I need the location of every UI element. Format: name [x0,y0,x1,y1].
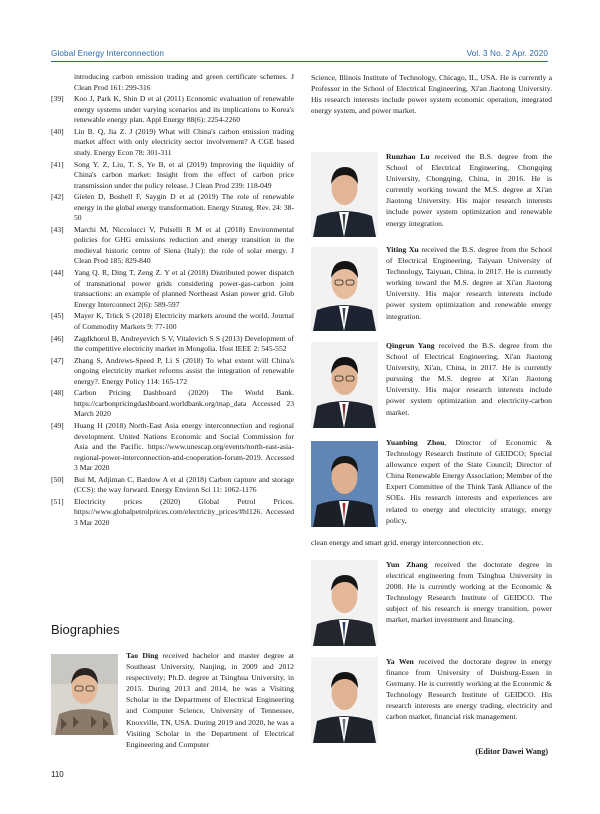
reference-item [51,334,294,355]
yiting-xu-photo-icon [311,247,378,331]
reference-number: [45] [51,311,64,321]
ya-wen-bio-text: received the doctorate degree in energy finance from University of Duisburg-Essen in Germany. He is currently working at the Economic & Technology Research Institute of GEIDCO. His research interests are energy trading, electricity and carbon market, financial risk management. [386,657,552,722]
reference-list [51,72,294,530]
reference-number: [41] [51,159,64,169]
reference-number: [51] [51,496,64,506]
page-header [0,0,600,62]
reference-item [51,311,294,332]
reference-text: Electricity prices (2020) Global Petrol Prices. https://www.globalpetrolprices.com/electricity_prices/#hl126. Accessed 3 Mar 2020 [74,496,294,527]
ya-wen-photo-icon [311,657,378,743]
yiting-xu-bio-text: received the B.S. degree from the School of Electrical Engineering, Taiyuan University of Technology, Taiyuan, China, in 2017. He is currently working toward the M.S. degree at Xi'an Jiaotong University. His major research interests include power system optimization and renewable energy integration. [386,245,553,321]
tao-ding-bio-text: received bachelor and master degree at Southeast University, Nanjing, in 2009 and 2012 respectively; Ph.D. degree at Tsinghua University, in 2015. During 2013 and 2014, he was a Visiting Scholar in the Department of Electrical Engineering and Computer Science, University of Tennessee, Knoxville, TN, USA. During 2019 and 2020, he was a Visiting Scholar in the Department of Electrical Engineering and Computer [126,651,294,749]
reference-item [51,225,294,267]
reference-text: Marchi M, Niccolucci V, Pulselli R M et al (2018) Environmental policies for GHG emissions reduction and energy transition in the medieval historic centre of Siena (Italy): the role of solar energy. J Clean Prod 185: 829-840 [74,224,294,266]
reference-text: Zagdkhorol B, Andreyevich S V, Vitalevich S S (2013) Development of the competitive electricity market in Mongolia. Ifost IEEE 2: 545-552 [74,333,294,353]
reference-item [51,268,294,310]
runzhao-lu-photo-icon [311,152,378,237]
biographies-heading: Biographies [51,622,120,637]
reference-text: Song Y. Z, Liu, T. S, Ye B, et al (2019) Improving the liquidity of China's carbon market: Insight from the effect of carbon price transmission under the policy release. J Clean Prod 239: 118-049 [74,159,294,190]
yiting-xu-name: Yiting Xu [386,245,419,254]
reference-number: [42] [51,192,64,202]
editor-note: (Editor Dawei Wang) [475,747,548,756]
yun-zhang-name: Yun Zhang [386,560,428,569]
yuanbing-zhou-bio-continued: clean energy and smart grid, energy interconnection etc. [311,538,484,547]
reference-text: Mayer K, Trück S (2018) Electricity markets around the world. Journal of Commodity Markets 9: 77-100 [74,311,294,331]
reference-number: [43] [51,224,64,234]
reference-item [51,475,294,496]
reference-number: [47] [51,355,64,365]
yuanbing-zhou-name: Yuanbing Zhou [386,438,445,447]
yuanbing-zhou-bio [386,437,552,526]
reference-number: [39] [51,94,64,104]
reference-text: Bui M, Adjiman C, Bardow A et al (2018) Carbon capture and storage (CCS): the way forward. Energy Environ Sci 11: 1062-1176 [74,474,294,495]
reference-text: Koo J, Park K, Shin D et al (2011) Economic evaluation of renewable energy systems under varying scenarios and its implications to Korea's renewable energy plan. Appl Energy 88(6): 2254-2260 [74,94,294,125]
reference-number: [50] [51,474,64,484]
reference-text: Gielen D, Boshell F, Saygin D et al (2019) The role of renewable energy in the global energy transformation. Energy Strateg. Rev. 24: 38-50 [74,192,294,223]
journal-name: Global Energy Interconnection [51,49,165,58]
reference-item [51,192,294,224]
reference-item [51,388,294,420]
header-rule [51,61,548,62]
ya-wen-bio [386,656,552,723]
runzhao-lu-name: Runzhao Lu [386,152,430,161]
reference-number: [46] [51,333,64,343]
reference-text: introducing carbon emission trading and green certificate schemes. J Clean Prod 161: 299-316 [74,72,294,92]
reference-item [51,421,294,474]
yuanbing-zhou-bio-text: , Director of Economic & Technology Research Institute of GEIDCO; Special allowance expert of the State Council; Director of China Renewable Energy Association; Member of the Expert Committee of the Think Tank Alliance of the SOEs. His research interests and experiences are related to energy and electricity strategy, energy policy, [386,438,552,525]
tao-ding-photo-icon [51,654,118,735]
reference-item [51,94,294,126]
runzhao-lu-bio-text: received the B.S. degree from the School of Electrical Engineering, Chongqing University, Chongqing, China, in 2016. He is currently working toward the M.S. degree at Xi'an Jiaotong University. His major research interests include power system optimization and renewable energy integration. [386,152,552,228]
ya-wen-name: Ya Wen [386,657,414,666]
yun-zhang-photo-icon [311,560,378,646]
reference-item [51,127,294,159]
reference-item [51,497,294,529]
reference-item [51,356,294,388]
reference-text: Lin B. Q, Jia Z. J (2019) What will China's carbon emission trading market affect with only electricity sector involvement? A CGE based study. Energy Econ 78: 301-311 [74,126,294,157]
reference-text: Carbon Pricing Dashboard (2020) The World Bank. https://carbonpricingdashboard.worldbank.org/map_data Accessed 23 March 2020 [74,388,294,419]
yun-zhang-bio [386,559,552,626]
tao-ding-name: Tao Ding [126,651,159,660]
tao-ding-bio [126,650,294,750]
qingrun-yang-photo-icon [311,342,378,428]
reference-text: Huang H (2018) North-East Asia energy interconnection and regional development. United Nations Economic and Social Commission for Asia and the Pacific. https://www.unescap.org/events/north-east-asia-regional-power-interconnection-and-cooperation-forum-2019. Accessed 3 Mar 2020 [74,421,294,473]
yuanbing-zhou-photo-icon [311,441,378,527]
reference-number: [48] [51,388,64,398]
runzhao-lu-bio [386,151,552,229]
reference-text: Yang Q. R, Ding T, Zeng Z. Y et al (2018) Distributed power dispatch of transnational power grids considering power-gas-carbon joint transactions: an example of planned Northeast Asian power grid. Glob Energy Interconnect 2(6): 589-597 [74,268,294,309]
tao-ding-bio-continued: Science, Illinois Institute of Technology, Chicago, IL, USA. He is currently a Professor in the School of Electrical Engineering, Xi'an Jiaotong University. His research interests include power system economic operation, integrated energy system, and power market. [311,73,552,116]
qingrun-yang-name: Qingrun Yang [386,341,435,350]
reference-number: [44] [51,268,64,278]
qingrun-yang-bio [386,340,552,418]
reference-item [51,160,294,192]
reference-item [51,72,294,93]
reference-text: Zhang S, Andrews-Speed P, Li S (2018) To what extent will China's ongoing electricity market reforms assist the integration of renewable energy?. Energy Policy 114: 165-172 [74,355,294,386]
yun-zhang-bio-text: received the doctorate degree in electrical engineering from Tsinghua University in 2008. He is currently working at the Economic & Technology Research Institute of GEIDCO. The subject of his research is energy transition, power market, market investment and financing. [386,560,552,625]
page-number: 110 [51,770,64,779]
reference-number: [49] [51,421,64,431]
reference-number: [40] [51,126,64,136]
qingrun-yang-bio-text: received the B.S. degree from the School of Electrical Engineering, Xi'an Jiaotong University, Xi'an, China, in 2017. He is currently pursuing the M.S. degree at Xi'an Jiaotong University. His major research interests include power system optimization and electricity-carbon market. [386,341,552,417]
issue-info: Vol. 3 No. 2 Apr. 2020 [466,49,548,58]
yiting-xu-bio [386,244,552,322]
